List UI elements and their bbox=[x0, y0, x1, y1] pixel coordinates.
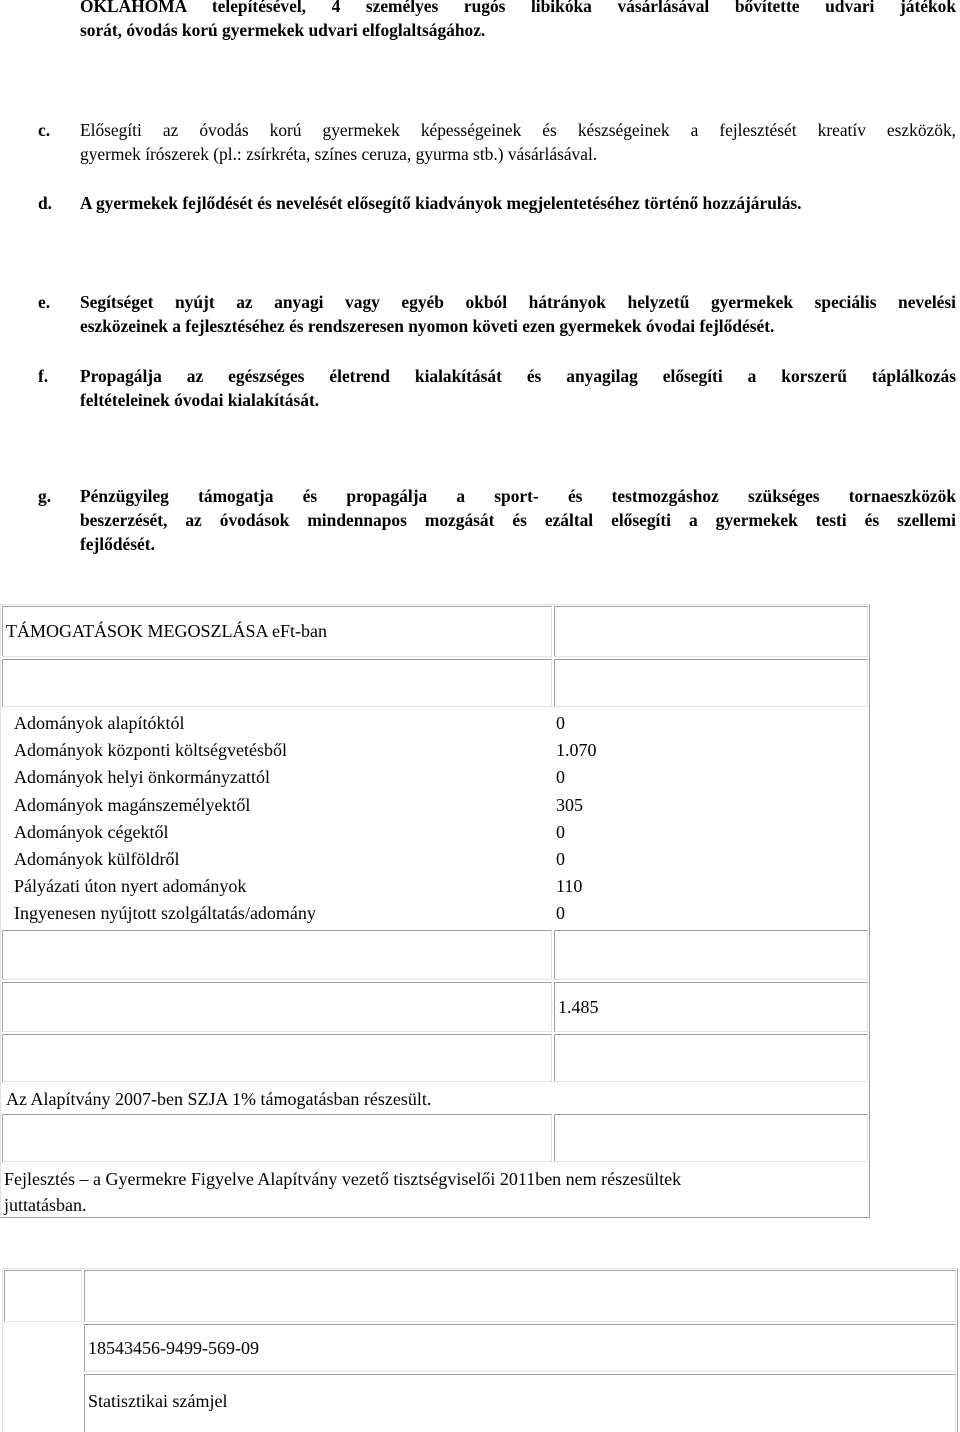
paragraph-intro-line1: OKLAHOMA telepítésével, 4 személyes rugós libikóka vásárlásával bővítette udvari játékok bbox=[80, 0, 956, 16]
paragraph-f bbox=[80, 364, 956, 412]
support-table-blank-cell bbox=[2, 982, 552, 1032]
stat-table-blank-cell bbox=[4, 1270, 82, 1322]
support-table-blank-cell bbox=[2, 930, 552, 980]
paragraph-g bbox=[80, 484, 956, 556]
support-row-label: Adományok külföldről bbox=[14, 849, 180, 869]
support-row-value: 305 bbox=[556, 795, 583, 815]
support-table-blank-cell bbox=[2, 659, 552, 707]
paragraph-f-line1: Propagálja az egészséges életrend kialakítását és anyagilag elősegíti a korszerű táplálkozás bbox=[80, 366, 956, 386]
paragraph-c-line2: gyermek írószerek (pl.: zsírkréta, színes ceruza, gyurma stb.) vásárlásával. bbox=[80, 144, 598, 164]
support-row-label: Adományok helyi önkormányzattól bbox=[14, 767, 270, 787]
support-row-value: 0 bbox=[556, 713, 565, 733]
support-table-note-szja: Az Alapítvány 2007-ben SZJA 1% támogatásban részesült. bbox=[6, 1089, 432, 1109]
support-row-label: Ingyenesen nyújtott szolgáltatás/adomány bbox=[14, 903, 316, 923]
support-row-label: Adományok magánszemélyektől bbox=[14, 795, 251, 815]
paragraph-e-line1: Segítséget nyújt az anyagi vagy egyéb okból hátrányok helyzetű gyermekek speciális nevelési bbox=[80, 292, 956, 312]
stat-table-blank-cell bbox=[84, 1270, 956, 1322]
paragraph-f-line2: feltételeinek óvodai kialakítását. bbox=[80, 390, 320, 410]
support-table-blank-cell bbox=[554, 1114, 868, 1162]
support-table-blank-cell bbox=[2, 1114, 552, 1162]
support-table-title: TÁMOGATÁSOK MEGOSZLÁSA eFt-ban bbox=[6, 621, 328, 641]
support-row-label: Pályázati úton nyert adományok bbox=[14, 876, 247, 896]
support-row-value: 1.070 bbox=[556, 740, 597, 760]
paragraph-d bbox=[80, 191, 956, 215]
support-row-value: 0 bbox=[556, 903, 565, 923]
paragraph-e-marker: e. bbox=[38, 292, 51, 312]
paragraph-c-line1: Elősegíti az óvodás korú gyermekek képességeinek és készségeinek a fejlesztését kreatív eszközök, bbox=[80, 120, 956, 140]
support-table-blank-cell bbox=[554, 659, 868, 707]
support-table-blank-cell bbox=[554, 1034, 868, 1082]
paragraph-g-line3: fejlődését. bbox=[80, 534, 155, 554]
support-table-total: 1.485 bbox=[558, 997, 599, 1017]
paragraph-e-line2: eszközeinek a fejlesztéséhez és rendszeresen nyomon követi ezen gyermekek óvodai fejlődését. bbox=[80, 316, 775, 336]
support-table-note-fejlesztes-line2: juttatásban. bbox=[4, 1195, 87, 1215]
support-table-empty-cell bbox=[554, 606, 868, 657]
paragraph-intro-line2: sorát, óvodás korú gyermekek udvari elfoglaltságához. bbox=[80, 20, 486, 40]
paragraph-c-marker: c. bbox=[38, 120, 51, 140]
paragraph-f-marker: f. bbox=[38, 366, 49, 386]
stat-table-label: Statisztikai számjel bbox=[88, 1391, 228, 1411]
support-row-label: Adományok cégektől bbox=[14, 822, 169, 842]
support-table-blank-cell bbox=[2, 1034, 552, 1082]
paragraph-e bbox=[80, 290, 956, 338]
support-row-value: 110 bbox=[556, 876, 583, 896]
support-table-note-fejlesztes-line1: Fejlesztés – a Gyermekre Figyelve Alapítvány vezető tisztségviselői 2011ben nem részesültek bbox=[4, 1169, 682, 1189]
paragraph-g-marker: g. bbox=[38, 486, 52, 506]
paragraph-d-marker: d. bbox=[38, 193, 53, 213]
support-table-total-cell bbox=[554, 982, 868, 1032]
paragraph-c bbox=[80, 118, 956, 166]
paragraph-d-line1: A gyermekek fejlődését és nevelését elősegítő kiadványok megjelentetéséhez történő hozzájárulás. bbox=[80, 193, 802, 213]
support-table-blank-cell bbox=[554, 930, 868, 980]
paragraph-g-line2: beszerzését, az óvodások mindennapos mozgását és ezáltal elősegíti a gyermekek testi és szellemi bbox=[80, 510, 956, 530]
support-row-label: Adományok alapítóktól bbox=[14, 713, 185, 733]
stat-table-number: 18543456-9499-569-09 bbox=[88, 1338, 259, 1358]
support-row-value: 0 bbox=[556, 767, 565, 787]
paragraph-g-line1: Pénzügyileg támogatja és propagálja a sport- és testmozgáshoz szükséges tornaeszközök bbox=[80, 486, 956, 506]
paragraph-intro bbox=[80, 0, 956, 42]
support-row-value: 0 bbox=[556, 822, 565, 842]
support-row-value: 0 bbox=[556, 849, 565, 869]
support-row-label: Adományok központi költségvetésből bbox=[14, 740, 287, 760]
support-table-note-fejlesztes bbox=[4, 1166, 681, 1218]
